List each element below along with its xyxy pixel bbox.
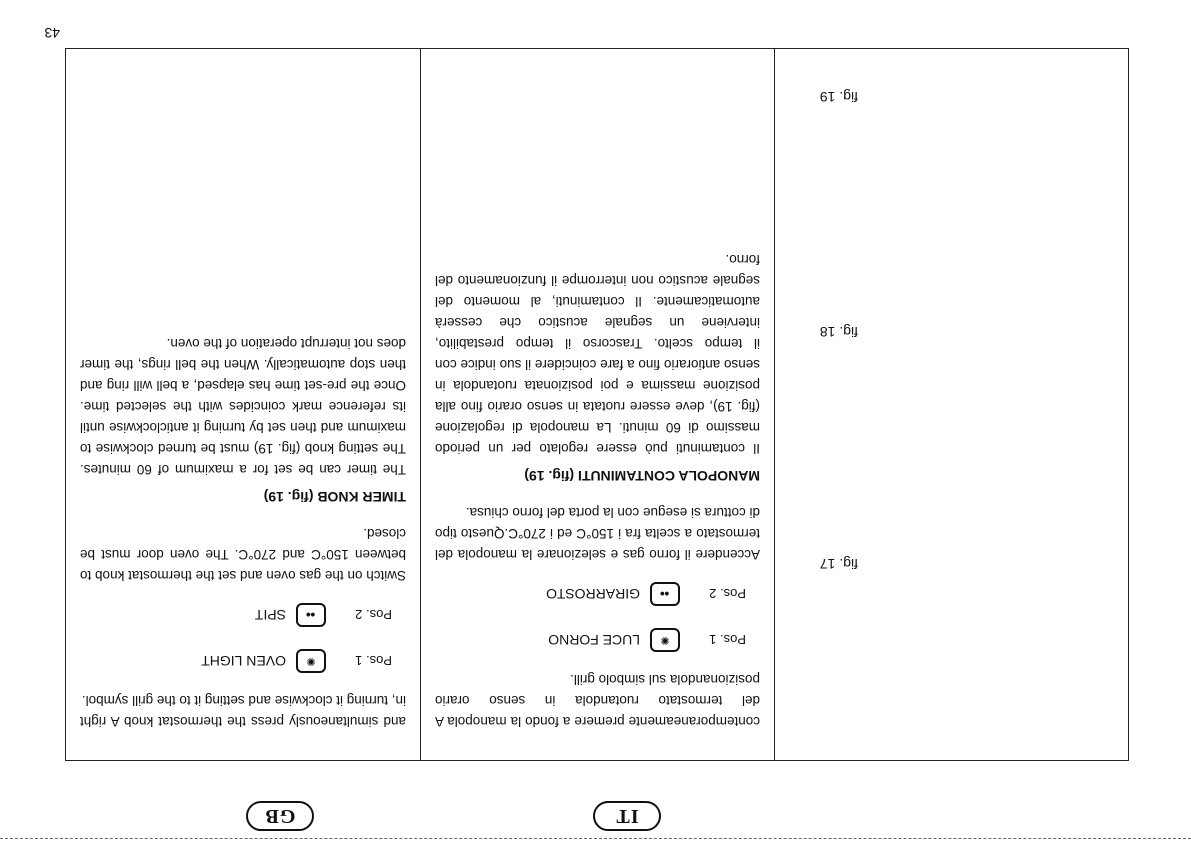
language-badge-it: IT — [593, 801, 661, 831]
italian-column — [421, 49, 775, 760]
spit-icon: ●● — [296, 603, 326, 627]
figure-column — [775, 49, 1128, 760]
english-column — [66, 49, 421, 760]
it-paragraph-2: Accendere il forno gas e selezionare la manopola del termostato a scelta fra i 150°C ed i 270°C.Questo tipo di cottura si esegue con la porta del forno chiusa. — [435, 505, 760, 562]
it-section-heading: MANOPOLA CONTAMINUTI (fig. 19) — [524, 468, 760, 484]
it-pos1-row — [435, 623, 760, 657]
gb-pos1-row — [80, 644, 406, 678]
oven-light-icon: ✺ — [650, 628, 680, 652]
figure-label-19: fig. 19 — [819, 89, 858, 105]
spit-icon: ●● — [650, 582, 680, 606]
it-pos1-name: LUCE FORNO — [548, 632, 640, 649]
figure-label-17: fig. 17 — [819, 556, 858, 572]
content-frame — [65, 48, 1129, 761]
language-flags — [0, 761, 1191, 841]
gb-paragraph-2: Switch on the gas oven and set the thermostat knob to between 150°C and 270°C. The oven door must be closed. — [80, 526, 406, 583]
gb-pos2-label: Pos. 2 — [355, 607, 392, 623]
it-pos2-label: Pos. 2 — [709, 586, 746, 602]
gb-pos2-row — [80, 598, 406, 632]
it-intro-text: contemporaneamente premere a fondo la manopola A del termostato ruotandola in senso orario posizionandola sul simbolo grill. — [435, 672, 760, 729]
gb-pos2-name: SPIT — [254, 607, 286, 624]
gb-pos1-name: OVEN LIGHT — [201, 653, 286, 670]
it-pos1-label: Pos. 1 — [709, 632, 746, 648]
language-badge-gb: GB — [246, 801, 314, 831]
gb-intro-text: and simultaneously press the thermostat knob A right in, turning it clockwise and setting it to the grill symbol. — [80, 693, 406, 729]
gb-pos1-label: Pos. 1 — [355, 653, 392, 669]
it-pos2-row — [435, 577, 760, 611]
oven-light-icon: ✺ — [296, 649, 326, 673]
page-number: 43 — [44, 25, 60, 41]
it-paragraph-3: Il contaminuti può essere regolato per un periodo massimo di 60 minuti. La manopola di regolazione (fig. 19), deve essere ruotata in senso orario fino alla posizione massima e poi posizionata ruotandola in senso antiorario fino a fare coincidere il suo indice con il tempo scelto. Trascorso il tempo prestabilito, interviene un segnale acustico che cesserà automaticamente. Il contaminuti, al momento del segnale acustico non interrompe il funzionamento del forno. — [435, 252, 760, 456]
gb-paragraph-3: The timer can be set for a maximum of 60 minutes. The setting knob (fig. 19) must be turned clockwise to maximum and then set by turning it anticlockwise until its reference mark coincides with the selected time. Once the pre-set time has elapsed, a bell will ring and then stop automatically. When the bell rings, the timer does not interrupt operation of the oven. — [80, 336, 406, 477]
gb-section-heading: TIMER KNOB (fig. 19) — [263, 489, 406, 505]
figure-label-18: fig. 18 — [819, 324, 858, 340]
it-pos2-name: GIRARROSTO — [546, 586, 640, 603]
